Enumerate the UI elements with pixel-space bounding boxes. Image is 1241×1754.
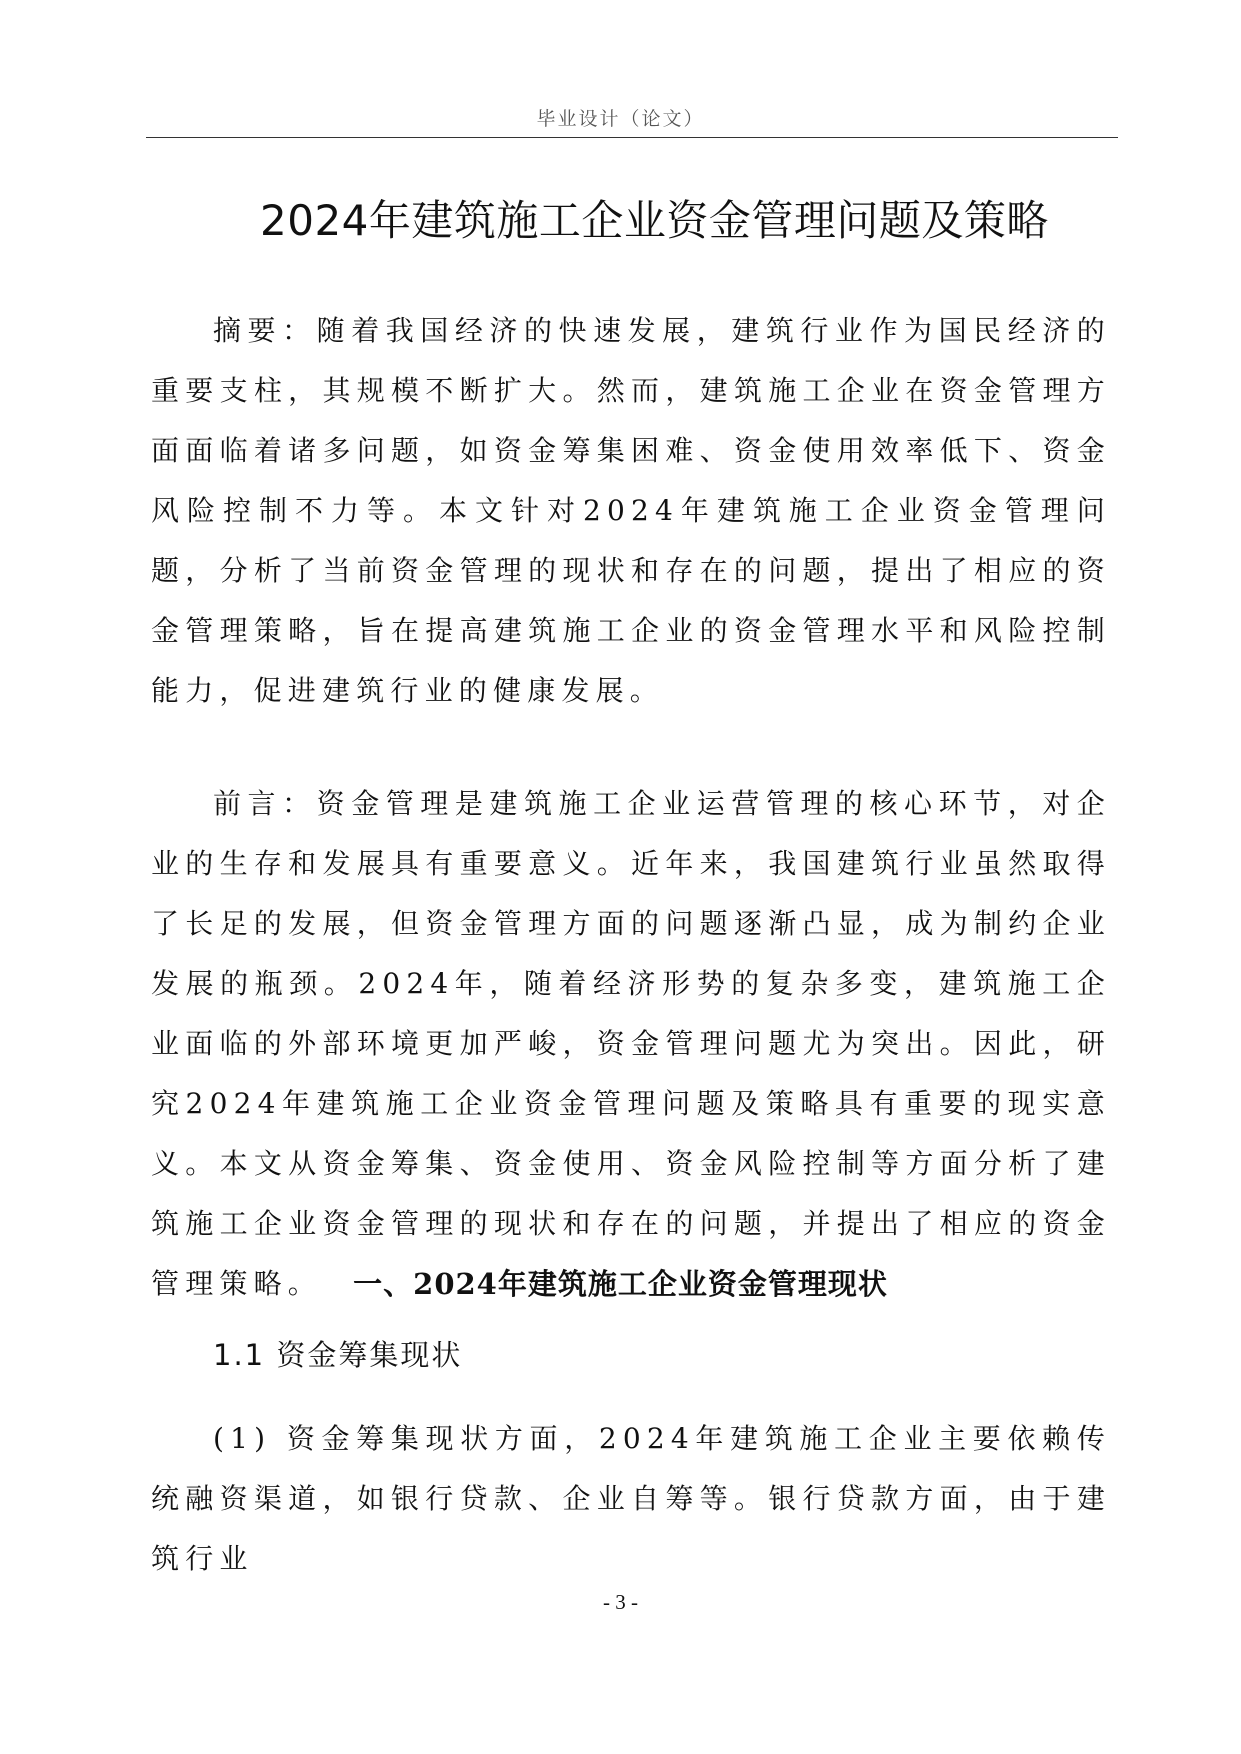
preface-paragraph: 前言：资金管理是建筑施工企业运营管理的核心环节，对企业的生存和发展具有重要意义。近年来，我国建筑行业虽然取得了长足的发展，但资金管理方面的问题逐渐凸显，成为制约企业发展的瓶颈。2024年，随着经济形势的复杂多变，建筑施工企业面临的外部环境更加严峻，资金管理问题尤为突出。因此，研究2024年建筑施工企业资金管理问题及策略具有重要的现实意义。本文从资金筹集、资金使用、资金风险控制等方面分析了建筑施工企业资金管理的现状和存在的问题，并提出了相应的资金管理策略。 <box>151 787 1111 1300</box>
document-title: 2024年建筑施工企业资金管理问题及策略 <box>260 196 1049 245</box>
page-number: - 3 - <box>603 1590 638 1614</box>
abstract-paragraph: 摘要：随着我国经济的快速发展，建筑行业作为国民经济的重要支柱，其规模不断扩大。然而，建筑施工企业在资金管理方面面临着诸多问题，如资金筹集困难、资金使用效率低下、资金风险控制不力等。本文针对2024年建筑施工企业资金管理问题，分析了当前资金管理的现状和存在的问题，提出了相应的资金管理策略，旨在提高建筑施工企业的资金管理水平和风险控制能力，促进建筑行业的健康发展。 <box>151 314 1111 707</box>
subsection-heading: 1.1 资金筹集现状 <box>213 1338 463 1372</box>
running-header: 毕业设计（论文） <box>536 108 705 130</box>
header-rule <box>146 137 1118 138</box>
body-paragraph: (1) 资金筹集现状方面，2024年建筑施工企业主要依赖传统融资渠道，如银行贷款、企业自筹等。银行贷款方面，由于建筑行业 <box>151 1422 1111 1575</box>
section-heading: 一、2024年建筑施工企业资金管理现状 <box>353 1267 888 1301</box>
